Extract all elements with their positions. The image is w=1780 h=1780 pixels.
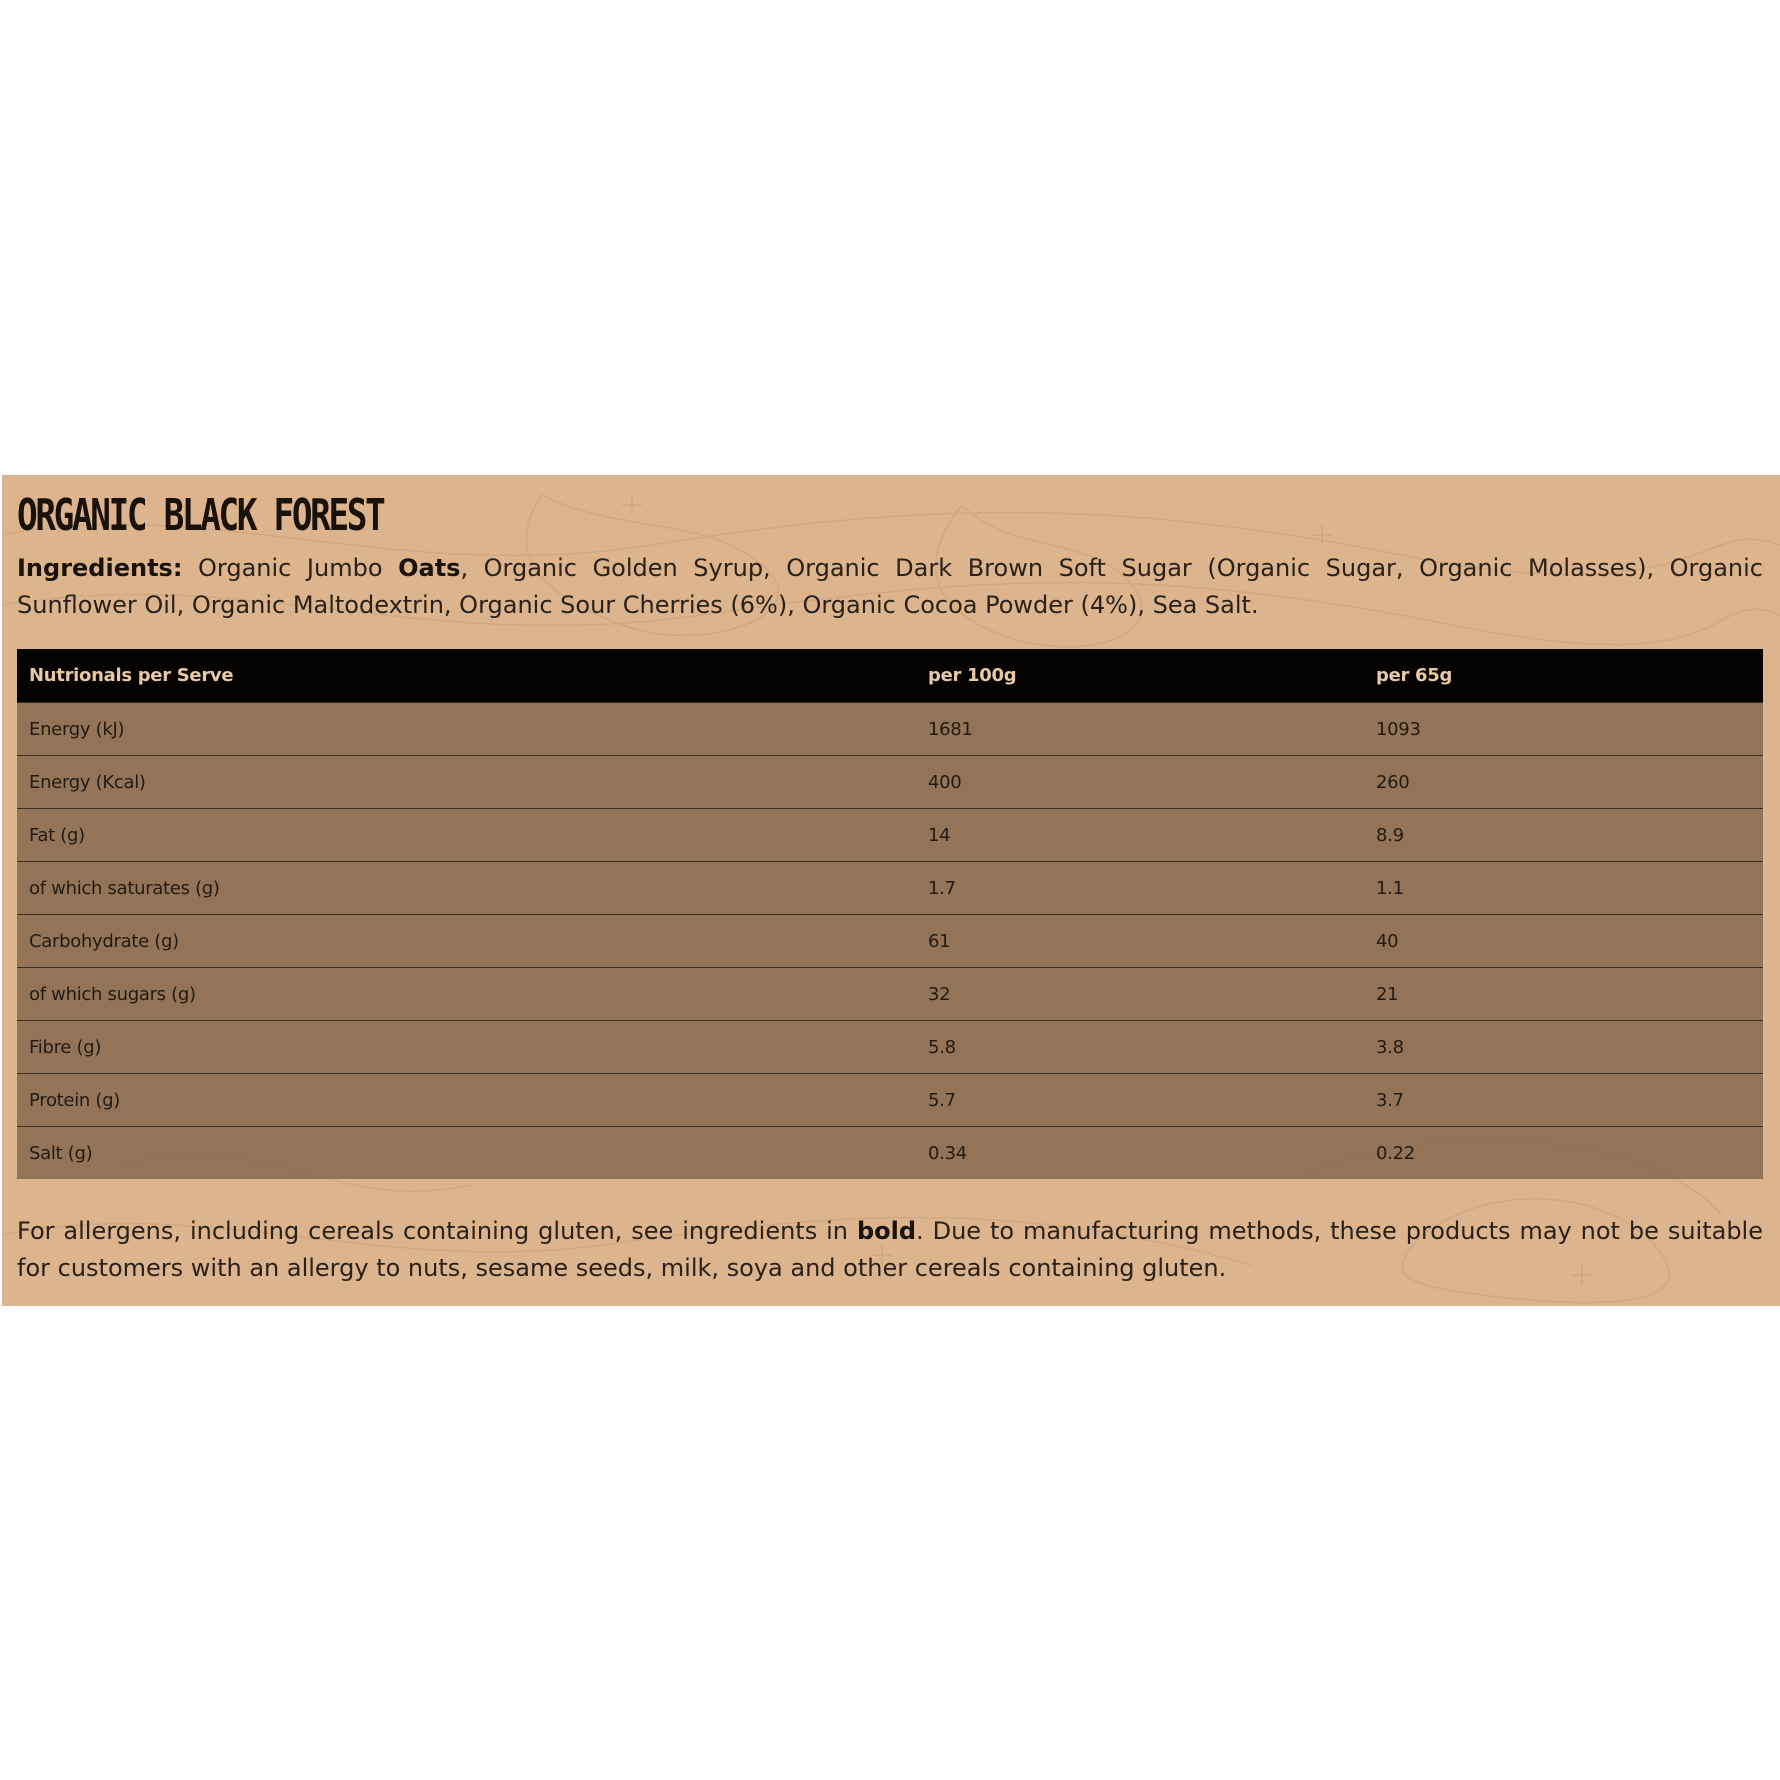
product-info-panel [2, 475, 1780, 1306]
table-row [17, 1127, 1763, 1180]
header-per-serve: per 65g [1364, 649, 1763, 703]
table-row [17, 1074, 1763, 1127]
nutrient-name: of which saturates (g) [17, 862, 916, 915]
table-row [17, 915, 1763, 968]
value-per-serve: 3.8 [1364, 1021, 1763, 1074]
nutrition-table-header-row [17, 649, 1763, 703]
table-row [17, 862, 1763, 915]
table-row [17, 703, 1763, 756]
value-per-serve: 260 [1364, 756, 1763, 809]
value-per-serve: 1093 [1364, 703, 1763, 756]
allergens-text-2: . Due to manufacturing methods, these products may not be suitable for customers with an allergy to nuts, sesame seeds, milk, soya and other cereals containing gluten. [17, 1217, 1763, 1282]
value-per-100g: 5.7 [916, 1074, 1364, 1127]
nutrient-name: Fibre (g) [17, 1021, 916, 1074]
table-row [17, 968, 1763, 1021]
ingredients-paragraph [17, 550, 1763, 624]
value-per-serve: 3.7 [1364, 1074, 1763, 1127]
value-per-100g: 1.7 [916, 862, 1364, 915]
nutrient-name: Protein (g) [17, 1074, 916, 1127]
table-row [17, 809, 1763, 862]
ingredients-text-2: , Organic Golden Syrup, Organic Dark Brown Soft Sugar (Organic Sugar, Organic Molasses), Organic Sunflower Oil, Organic Maltodextrin, Organic Sour Cherries (6%), Organic Cocoa Powder (4%), Sea Salt. [17, 554, 1763, 619]
value-per-serve: 21 [1364, 968, 1763, 1021]
nutrient-name: Energy (kJ) [17, 703, 916, 756]
header-per-100g: per 100g [916, 649, 1364, 703]
table-row [17, 756, 1763, 809]
value-per-100g: 32 [916, 968, 1364, 1021]
value-per-serve: 40 [1364, 915, 1763, 968]
product-title: ORGANIC BLACK FOREST [17, 490, 384, 541]
value-per-serve: 8.9 [1364, 809, 1763, 862]
value-per-100g: 14 [916, 809, 1364, 862]
ingredients-text-1: Organic Jumbo [182, 554, 399, 582]
allergens-text-1: For allergens, including cereals containing gluten, see ingredients in [17, 1217, 857, 1245]
value-per-100g: 61 [916, 915, 1364, 968]
value-per-serve: 0.22 [1364, 1127, 1763, 1180]
nutrition-table [17, 649, 1763, 1179]
nutrient-name: Carbohydrate (g) [17, 915, 916, 968]
nutrient-name: Energy (Kcal) [17, 756, 916, 809]
value-per-100g: 400 [916, 756, 1364, 809]
value-per-100g: 5.8 [916, 1021, 1364, 1074]
value-per-100g: 1681 [916, 703, 1364, 756]
allergens-bold-word: bold [856, 1217, 917, 1245]
nutrient-name: Fat (g) [17, 809, 916, 862]
value-per-100g: 0.34 [916, 1127, 1364, 1180]
ingredients-allergen-bold: Oats [398, 554, 461, 582]
allergens-paragraph [17, 1213, 1763, 1287]
ingredients-label: Ingredients: [17, 554, 183, 582]
nutrient-name: of which sugars (g) [17, 968, 916, 1021]
header-nutrient: Nutrionals per Serve [17, 649, 916, 703]
table-row [17, 1021, 1763, 1074]
nutrient-name: Salt (g) [17, 1127, 916, 1180]
value-per-serve: 1.1 [1364, 862, 1763, 915]
